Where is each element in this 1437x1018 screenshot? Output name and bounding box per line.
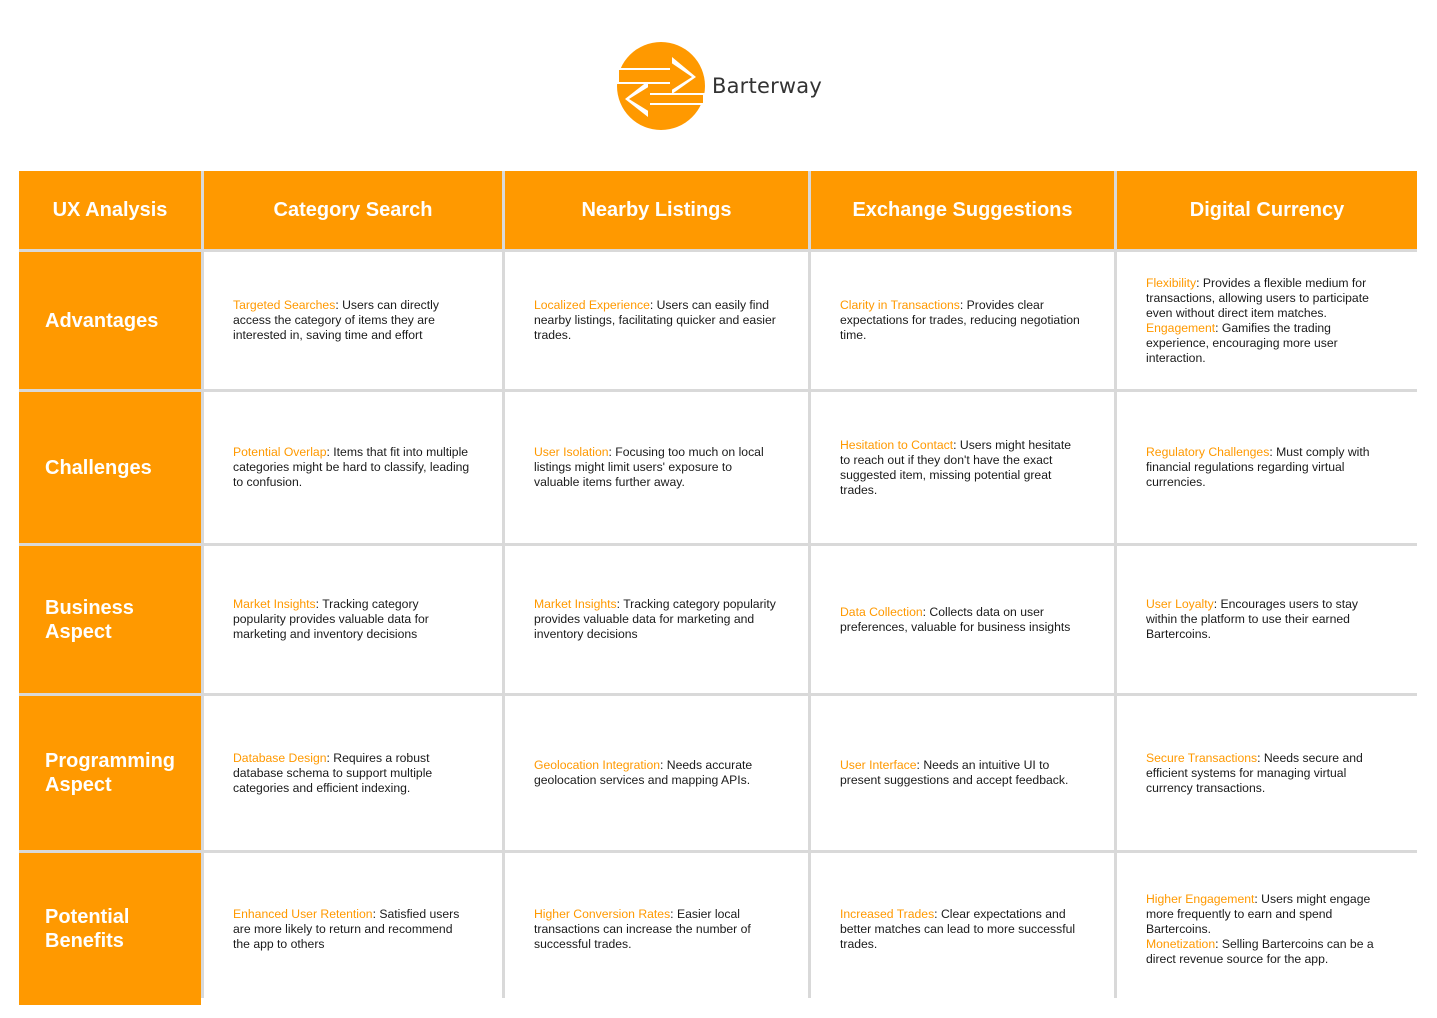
cell-keyword: Enhanced User Retention xyxy=(233,906,373,921)
cell-keyword: Geolocation Integration xyxy=(534,758,661,772)
row-header-challenges: Challenges xyxy=(19,392,201,543)
cell-business-aspect-digital-currency xyxy=(1117,546,1417,693)
cell-description: : Provides a flexible medium for transactions, allowing users to participate even without direct item matches. xyxy=(1146,275,1369,320)
cell-description: : Requires a robust database schema to support multiple categories and efficient indexing. xyxy=(233,750,433,795)
cell-description: : Tracking category popularity provides valuable data for marketing and inventory decisions xyxy=(233,597,429,641)
cell-keyword: Clarity in Transactions xyxy=(840,298,960,312)
column-header-category-search: Category Search xyxy=(204,171,502,249)
cell-keyword: Localized Experience xyxy=(534,298,650,312)
cell-keyword: Monetization xyxy=(1146,936,1216,951)
cell-description: : Needs an intuitive UI to present suggestions and accept feedback. xyxy=(840,758,1069,787)
cell-keyword: User Interface xyxy=(840,758,917,772)
cell-advantages-exchange-suggestions xyxy=(811,252,1114,389)
cell-keyword: Increased Trades xyxy=(840,906,935,921)
row-header-potential-benefits: Potential Benefits xyxy=(19,853,201,1005)
exchange-arrows-icon xyxy=(616,41,706,131)
cell-keyword: Market Insights xyxy=(534,597,617,611)
table-corner-header: UX Analysis xyxy=(19,171,201,249)
cell-potential-benefits-digital-currency xyxy=(1117,853,1417,1005)
cell-challenges-digital-currency xyxy=(1117,392,1417,543)
cell-programming-aspect-exchange-suggestions xyxy=(811,696,1114,850)
cell-description: : Needs secure and efficient systems for managing virtual currency transactions. xyxy=(1146,750,1363,795)
cell-challenges-category-search xyxy=(204,392,502,543)
cell-programming-aspect-nearby-listings xyxy=(505,696,808,850)
cell-keyword: Targeted Searches xyxy=(233,298,336,312)
cell-keyword: User Loyalty xyxy=(1146,597,1214,611)
cell-keyword: Higher Conversion Rates xyxy=(534,906,671,921)
row-header-business-aspect: Business Aspect xyxy=(19,546,201,693)
cell-keyword: Secure Transactions xyxy=(1146,750,1258,765)
cell-description: : Provides clear expectations for trades, reducing negotiation time. xyxy=(840,298,1080,342)
cell-potential-benefits-exchange-suggestions xyxy=(811,853,1114,1005)
cell-challenges-exchange-suggestions xyxy=(811,392,1114,543)
cell-challenges-nearby-listings xyxy=(505,392,808,543)
column-header-nearby-listings: Nearby Listings xyxy=(505,171,808,249)
cell-description: : Must comply with financial regulations regarding virtual currencies. xyxy=(1146,445,1370,489)
cell-programming-aspect-category-search xyxy=(204,696,502,850)
cell-advantages-digital-currency xyxy=(1117,252,1417,389)
cell-description: : Users might hesitate to reach out if they don't have the exact suggested item, missing potential great trades. xyxy=(840,437,1071,497)
cell-description: : Collects data on user preferences, valuable for business insights xyxy=(840,604,1071,634)
cell-description: : Items that fit into multiple categories might be hard to classify, leading to confusion. xyxy=(233,445,470,489)
row-header-programming-aspect: Programming Aspect xyxy=(19,696,201,850)
cell-description: : Users can easily find nearby listings, facilitating quicker and easier trades. xyxy=(534,298,776,342)
cell-description: : Easier local transactions can increase the number of successful trades. xyxy=(534,906,751,951)
cell-keyword: Market Insights xyxy=(233,597,316,611)
brand-logo xyxy=(616,41,822,131)
cell-description: : Selling Bartercoins can be a direct revenue source for the app. xyxy=(1146,936,1374,966)
cell-keyword: Engagement xyxy=(1146,320,1216,335)
cell-business-aspect-exchange-suggestions xyxy=(811,546,1114,693)
cell-potential-benefits-category-search xyxy=(204,853,502,1005)
cell-description: : Encourages users to stay within the platform to use their earned Bartercoins. xyxy=(1146,597,1359,641)
ux-analysis-table xyxy=(19,171,1417,998)
cell-description: : Focusing too much on local listings might limit users' exposure to valuable items further away. xyxy=(534,445,764,489)
cell-keyword: Hesitation to Contact xyxy=(840,437,954,452)
row-header-advantages: Advantages xyxy=(19,252,201,389)
cell-programming-aspect-digital-currency xyxy=(1117,696,1417,850)
cell-keyword: Flexibility xyxy=(1146,275,1197,290)
column-header-exchange-suggestions: Exchange Suggestions xyxy=(811,171,1114,249)
cell-description: : Clear expectations and better matches can lead to more successful trades. xyxy=(840,906,1076,951)
cell-description: : Users might engage more frequently to earn and spend Bartercoins. xyxy=(1146,891,1371,936)
cell-description: : Gamifies the trading experience, encouraging more user interaction. xyxy=(1146,320,1338,365)
brand-name: Barterway xyxy=(712,74,822,98)
cell-description: : Tracking category popularity provides valuable data for marketing and inventory decisions xyxy=(534,597,776,641)
cell-potential-benefits-nearby-listings xyxy=(505,853,808,1005)
cell-keyword: User Isolation xyxy=(534,445,609,459)
cell-business-aspect-category-search xyxy=(204,546,502,693)
cell-description: : Needs accurate geolocation services and mapping APIs. xyxy=(534,758,753,787)
cell-keyword: Database Design xyxy=(233,750,327,765)
cell-keyword: Potential Overlap xyxy=(233,445,327,459)
cell-advantages-category-search xyxy=(204,252,502,389)
column-header-digital-currency: Digital Currency xyxy=(1117,171,1417,249)
cell-description: : Satisfied users are more likely to return and recommend the app to others xyxy=(233,906,460,951)
cell-advantages-nearby-listings xyxy=(505,252,808,389)
cell-keyword: Regulatory Challenges xyxy=(1146,445,1270,459)
cell-keyword: Data Collection xyxy=(840,604,923,619)
cell-keyword: Higher Engagement xyxy=(1146,891,1255,906)
cell-business-aspect-nearby-listings xyxy=(505,546,808,693)
cell-description: : Users can directly access the category of items they are interested in, saving time and effort xyxy=(233,298,439,342)
